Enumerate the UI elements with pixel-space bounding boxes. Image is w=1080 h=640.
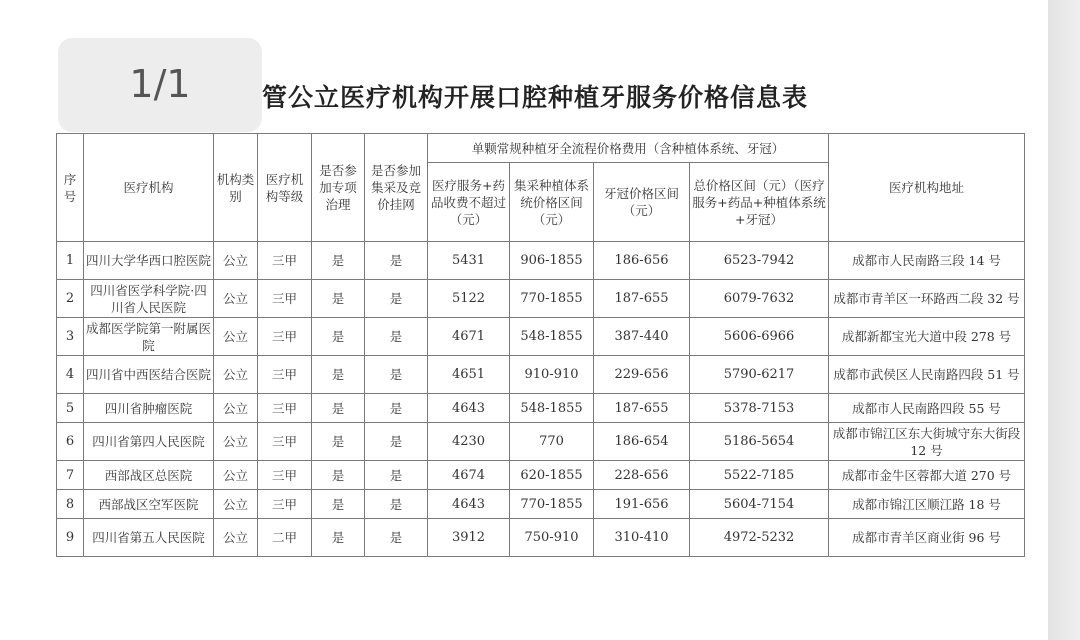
cell-procurement: 是 bbox=[365, 423, 428, 461]
cell-address: 成都市锦江区顺江路 18 号 bbox=[829, 490, 1025, 519]
cell-implant-price: 770-1855 bbox=[510, 280, 594, 318]
cell-total-price: 4972-5232 bbox=[690, 519, 829, 557]
cell-implant-price: 620-1855 bbox=[510, 461, 594, 490]
cell-institution: 四川省医学科学院·四川省人民医院 bbox=[84, 280, 214, 318]
header-seq: 序号 bbox=[57, 134, 84, 242]
cell-procurement: 是 bbox=[365, 394, 428, 423]
header-type: 机构类别 bbox=[214, 134, 258, 242]
cell-implant-price: 906-1855 bbox=[510, 242, 594, 280]
header-price-group: 单颗常规种植牙全流程价格费用（含种植体系统、牙冠） bbox=[428, 134, 829, 163]
table-header-row bbox=[57, 134, 1025, 163]
cell-procurement: 是 bbox=[365, 242, 428, 280]
cell-address: 成都市武侯区人民南路四段 51 号 bbox=[829, 356, 1025, 394]
cell-crown-price: 187-655 bbox=[594, 280, 690, 318]
cell-procurement: 是 bbox=[365, 356, 428, 394]
cell-crown-price: 228-656 bbox=[594, 461, 690, 490]
header-procurement: 是否参加集采及竞价挂网 bbox=[365, 134, 428, 242]
cell-institution: 西部战区空军医院 bbox=[84, 490, 214, 519]
cell-implant-price: 548-1855 bbox=[510, 318, 594, 356]
cell-service-fee: 4671 bbox=[428, 318, 510, 356]
cell-total-price: 5522-7185 bbox=[690, 461, 829, 490]
cell-service-fee: 5122 bbox=[428, 280, 510, 318]
cell-crown-price: 387-440 bbox=[594, 318, 690, 356]
cell-address: 成都市锦江区东大街城守东大街段 12 号 bbox=[829, 423, 1025, 461]
cell-crown-price: 186-654 bbox=[594, 423, 690, 461]
cell-total-price: 6079-7632 bbox=[690, 280, 829, 318]
cell-seq: 3 bbox=[57, 318, 84, 356]
cell-level: 三甲 bbox=[258, 242, 312, 280]
cell-institution: 四川大学华西口腔医院 bbox=[84, 242, 214, 280]
cell-total-price: 5186-5654 bbox=[690, 423, 829, 461]
cell-implant-price: 750-910 bbox=[510, 519, 594, 557]
cell-total-price: 5604-7154 bbox=[690, 490, 829, 519]
cell-total-price: 6523-7942 bbox=[690, 242, 829, 280]
table-row bbox=[57, 356, 1025, 394]
table-row bbox=[57, 318, 1025, 356]
cell-address: 成都市人民南路三段 14 号 bbox=[829, 242, 1025, 280]
cell-level: 二甲 bbox=[258, 519, 312, 557]
cell-service-fee: 3912 bbox=[428, 519, 510, 557]
cell-level: 三甲 bbox=[258, 490, 312, 519]
cell-type: 公立 bbox=[214, 490, 258, 519]
viewer-edge bbox=[1048, 0, 1080, 640]
cell-total-price: 5606-6966 bbox=[690, 318, 829, 356]
cell-type: 公立 bbox=[214, 242, 258, 280]
document-title: 管公立医疗机构开展口腔种植牙服务价格信息表 bbox=[262, 83, 809, 112]
cell-governance: 是 bbox=[312, 423, 365, 461]
table-row bbox=[57, 423, 1025, 461]
table-row bbox=[57, 461, 1025, 490]
cell-address: 成都市人民南路四段 55 号 bbox=[829, 394, 1025, 423]
cell-procurement: 是 bbox=[365, 461, 428, 490]
cell-seq: 7 bbox=[57, 461, 84, 490]
header-institution: 医疗机构 bbox=[84, 134, 214, 242]
cell-address: 成都市青羊区商业街 96 号 bbox=[829, 519, 1025, 557]
cell-level: 三甲 bbox=[258, 461, 312, 490]
cell-institution: 四川省第四人民医院 bbox=[84, 423, 214, 461]
cell-seq: 8 bbox=[57, 490, 84, 519]
cell-governance: 是 bbox=[312, 490, 365, 519]
cell-level: 三甲 bbox=[258, 394, 312, 423]
page-indicator bbox=[58, 38, 262, 132]
table-row bbox=[57, 394, 1025, 423]
header-level: 医疗机构等级 bbox=[258, 134, 312, 242]
table-row bbox=[57, 490, 1025, 519]
cell-governance: 是 bbox=[312, 519, 365, 557]
cell-service-fee: 4643 bbox=[428, 490, 510, 519]
cell-institution: 四川省肿瘤医院 bbox=[84, 394, 214, 423]
header-total-price: 总价格区间（元）（医疗服务+药品+种植体系统+牙冠） bbox=[690, 163, 829, 242]
cell-address: 成都市青羊区一环路西二段 32 号 bbox=[829, 280, 1025, 318]
cell-institution: 成都医学院第一附属医院 bbox=[84, 318, 214, 356]
cell-service-fee: 4230 bbox=[428, 423, 510, 461]
page-indicator-label: 1/1 bbox=[129, 62, 191, 106]
cell-governance: 是 bbox=[312, 242, 365, 280]
cell-crown-price: 229-656 bbox=[594, 356, 690, 394]
cell-implant-price: 548-1855 bbox=[510, 394, 594, 423]
cell-governance: 是 bbox=[312, 394, 365, 423]
cell-procurement: 是 bbox=[365, 490, 428, 519]
cell-implant-price: 770-1855 bbox=[510, 490, 594, 519]
cell-crown-price: 310-410 bbox=[594, 519, 690, 557]
cell-procurement: 是 bbox=[365, 280, 428, 318]
cell-procurement: 是 bbox=[365, 519, 428, 557]
cell-level: 三甲 bbox=[258, 423, 312, 461]
cell-governance: 是 bbox=[312, 356, 365, 394]
cell-type: 公立 bbox=[214, 318, 258, 356]
cell-level: 三甲 bbox=[258, 318, 312, 356]
cell-address: 成都新都宝光大道中段 278 号 bbox=[829, 318, 1025, 356]
cell-total-price: 5790-6217 bbox=[690, 356, 829, 394]
cell-service-fee: 4643 bbox=[428, 394, 510, 423]
table-row bbox=[57, 519, 1025, 557]
cell-implant-price: 770 bbox=[510, 423, 594, 461]
table-row bbox=[57, 280, 1025, 318]
cell-level: 三甲 bbox=[258, 280, 312, 318]
cell-procurement: 是 bbox=[365, 318, 428, 356]
cell-crown-price: 186-656 bbox=[594, 242, 690, 280]
price-table bbox=[56, 133, 1025, 557]
cell-service-fee: 4651 bbox=[428, 356, 510, 394]
cell-type: 公立 bbox=[214, 394, 258, 423]
header-crown-price: 牙冠价格区间（元） bbox=[594, 163, 690, 242]
cell-seq: 5 bbox=[57, 394, 84, 423]
table-row bbox=[57, 242, 1025, 280]
cell-governance: 是 bbox=[312, 318, 365, 356]
cell-crown-price: 187-655 bbox=[594, 394, 690, 423]
header-implant-price: 集采种植体系统价格区间（元） bbox=[510, 163, 594, 242]
cell-governance: 是 bbox=[312, 280, 365, 318]
header-governance: 是否参加专项治理 bbox=[312, 134, 365, 242]
cell-institution: 四川省第五人民医院 bbox=[84, 519, 214, 557]
cell-institution: 四川省中西医结合医院 bbox=[84, 356, 214, 394]
cell-crown-price: 191-656 bbox=[594, 490, 690, 519]
cell-type: 公立 bbox=[214, 356, 258, 394]
cell-address: 成都市金牛区蓉都大道 270 号 bbox=[829, 461, 1025, 490]
cell-institution: 西部战区总医院 bbox=[84, 461, 214, 490]
cell-type: 公立 bbox=[214, 280, 258, 318]
cell-seq: 4 bbox=[57, 356, 84, 394]
cell-total-price: 5378-7153 bbox=[690, 394, 829, 423]
cell-type: 公立 bbox=[214, 423, 258, 461]
cell-seq: 9 bbox=[57, 519, 84, 557]
cell-service-fee: 4674 bbox=[428, 461, 510, 490]
cell-level: 三甲 bbox=[258, 356, 312, 394]
cell-seq: 1 bbox=[57, 242, 84, 280]
header-service-fee: 医疗服务+药品收费不超过（元） bbox=[428, 163, 510, 242]
cell-type: 公立 bbox=[214, 519, 258, 557]
cell-type: 公立 bbox=[214, 461, 258, 490]
cell-implant-price: 910-910 bbox=[510, 356, 594, 394]
cell-seq: 2 bbox=[57, 280, 84, 318]
header-address: 医疗机构地址 bbox=[829, 134, 1025, 242]
cell-service-fee: 5431 bbox=[428, 242, 510, 280]
cell-governance: 是 bbox=[312, 461, 365, 490]
cell-seq: 6 bbox=[57, 423, 84, 461]
